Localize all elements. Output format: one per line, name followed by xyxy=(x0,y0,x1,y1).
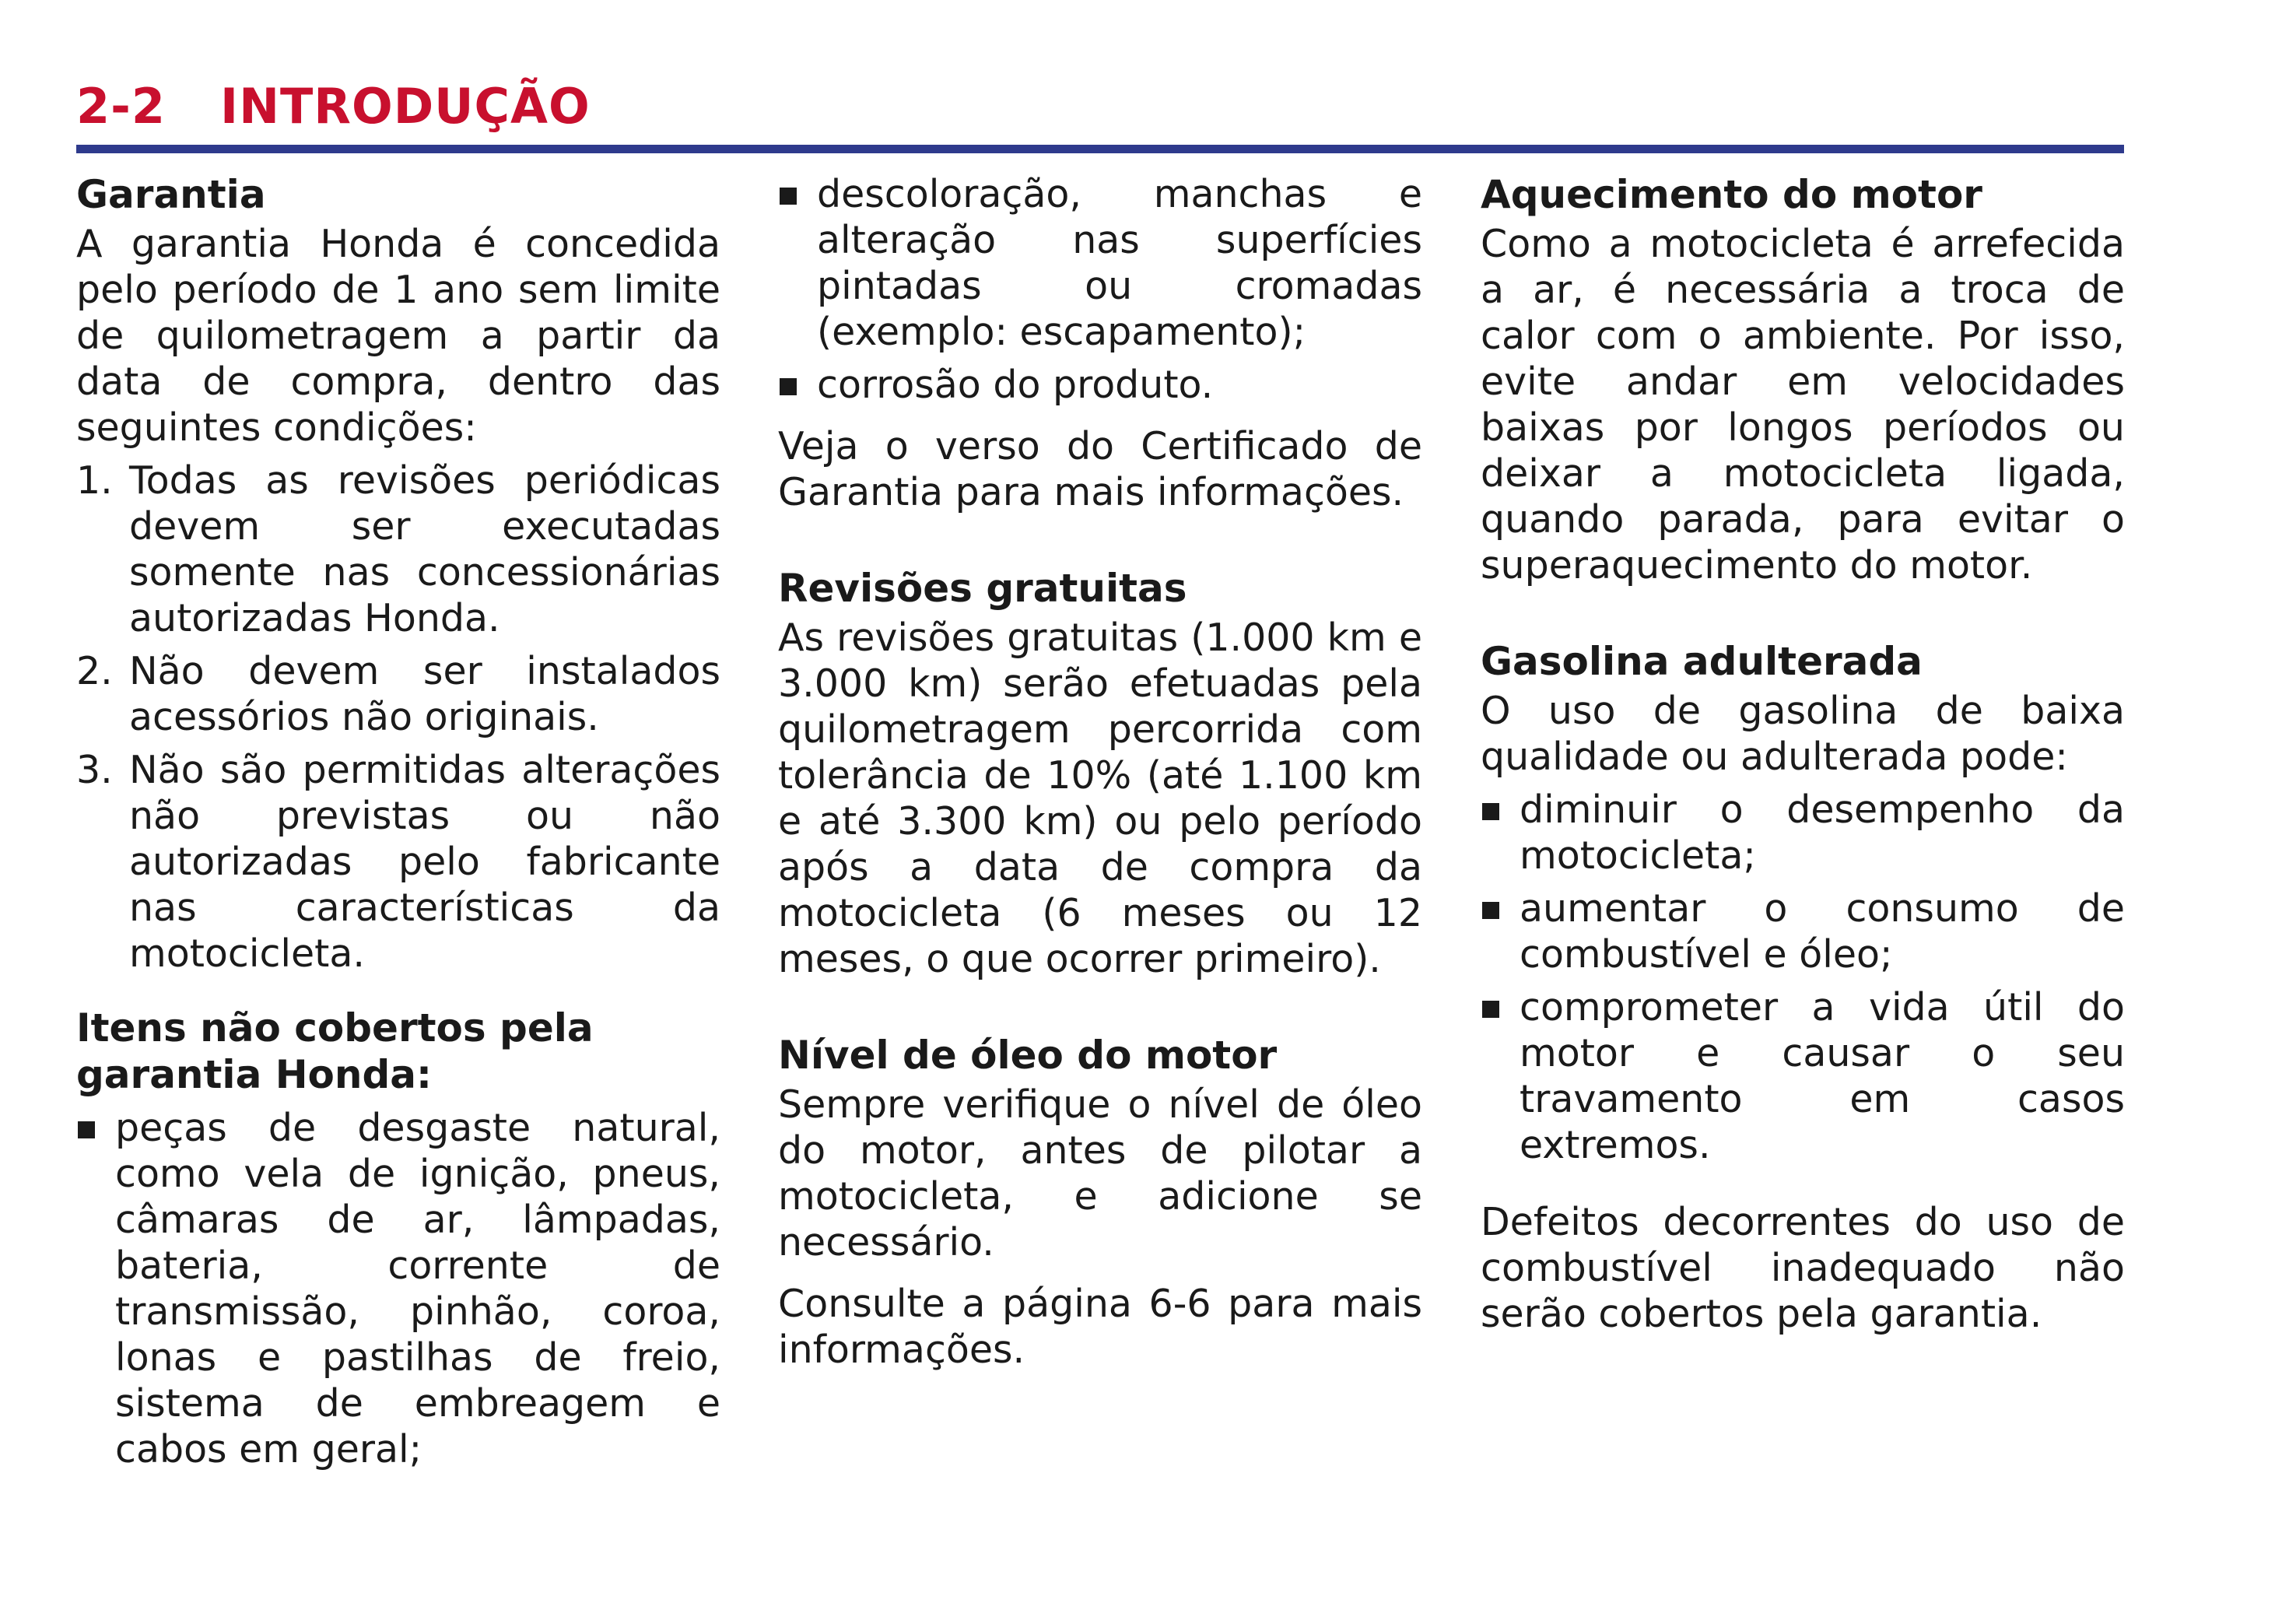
page-header xyxy=(76,78,591,140)
aquecimento-text: Como a motocicleta é arrefecida a ar, é necessária a troca de calor com o ambiente. Por isso, evite andar em velocidades baixas por longos períodos ou deixar a motocicleta ligada, quando parada, para evitar o superaquecimento do motor. xyxy=(1481,222,2125,588)
square-bullet-icon xyxy=(778,171,817,355)
oleo-note: Consulte a página 6-6 para mais informações. xyxy=(778,1282,1422,1372)
square-bullet-icon xyxy=(1481,984,1520,1168)
list-item xyxy=(1481,787,2125,879)
gasolina-note: Defeitos decorrentes do uso de combustível inadequado não serão cobertos pela garantia. xyxy=(1481,1200,2125,1336)
garantia-conditions-list xyxy=(76,458,720,977)
header-rule xyxy=(76,145,2124,153)
list-item-text: corrosão do produto. xyxy=(817,363,1214,407)
list-item xyxy=(76,747,720,977)
list-item-text: descoloração, manchas e alteração nas superfícies pintadas ou cromadas (exemplo: escapamento); xyxy=(817,172,1422,354)
itens-nao-cobertos-note: Veja o verso do Certificado de Garantia para mais informações. xyxy=(778,424,1422,514)
column-2 xyxy=(778,165,1422,1373)
list-item-number: 1. xyxy=(76,458,113,503)
section-title-aquecimento: Aquecimento do motor xyxy=(1481,172,1982,217)
section-title-itens-nao-cobertos: Itens não cobertos pela garantia Honda: xyxy=(76,1005,594,1097)
column-3 xyxy=(1481,165,2125,1337)
square-bullet-icon xyxy=(76,1105,115,1472)
revisoes-text: As revisões gratuitas (1.000 km e 3.000 km) serão efetuadas pela quilometragem percorrida com tolerância de 10% (até 1.100 km e até 3.300 km) ou pelo período após a data de compra da motocicleta (6 meses ou 12 meses, o que ocorrer primeiro). xyxy=(778,616,1422,981)
list-item-number: 2. xyxy=(76,649,113,693)
list-item-text: aumentar o consumo de combustível e óleo; xyxy=(1520,886,2125,977)
list-item xyxy=(76,458,720,641)
section-title-garantia: Garantia xyxy=(76,172,266,217)
square-bullet-icon xyxy=(1481,886,1520,977)
section-title-oleo: Nível de óleo do motor xyxy=(778,1033,1278,1078)
list-item-text: Não são permitidas alterações não previstas ou não autorizadas pelo fabricante nas características da motocicleta. xyxy=(129,748,720,976)
oleo-text: Sempre verifique o nível de óleo do motor, antes de pilotar a motocicleta, e adicione se necessário. xyxy=(778,1082,1422,1264)
list-item xyxy=(1481,886,2125,977)
list-item-text: peças de desgaste natural, como vela de ignição, pneus, câmaras de ar, lâmpadas, bateria, corrente de transmissão, pinhão, coroa, lonas e pastilhas de freio, sistema de embreagem e cabos em geral; xyxy=(115,1106,720,1471)
list-item-text: Todas as revisões periódicas devem ser executadas somente nas concessionárias autorizadas Honda. xyxy=(129,458,720,640)
section-title-gasolina: Gasolina adulterada xyxy=(1481,639,1923,684)
square-bullet-icon xyxy=(1481,787,1520,879)
list-item-text: comprometer a vida útil do motor e causar o seu travamento em casos extremos. xyxy=(1520,985,2125,1167)
list-item-text: diminuir o desempenho da motocicleta; xyxy=(1520,787,2125,878)
list-item xyxy=(76,1105,720,1472)
page-title: INTRODUÇÃO xyxy=(220,78,591,135)
list-item-text: Não devem ser instalados acessórios não originais. xyxy=(129,649,720,739)
square-bullet-icon xyxy=(778,362,817,408)
page-number: 2-2 xyxy=(76,78,167,135)
list-item xyxy=(778,171,1422,355)
garantia-intro: A garantia Honda é concedida pelo período de 1 ano sem limite de quilometragem a partir da data de compra, dentro das seguintes condições: xyxy=(76,222,720,450)
list-item xyxy=(76,648,720,740)
column-1 xyxy=(76,165,720,1472)
itens-nao-cobertos-list-continued xyxy=(778,171,1422,408)
list-item xyxy=(778,362,1422,408)
list-item xyxy=(1481,984,2125,1168)
gasolina-effects-list xyxy=(1481,787,2125,1168)
list-item-number: 3. xyxy=(76,748,113,792)
gasolina-intro: O uso de gasolina de baixa qualidade ou adulterada pode: xyxy=(1481,689,2125,779)
section-title-revisoes: Revisões gratuitas xyxy=(778,566,1187,611)
itens-nao-cobertos-list xyxy=(76,1105,720,1472)
